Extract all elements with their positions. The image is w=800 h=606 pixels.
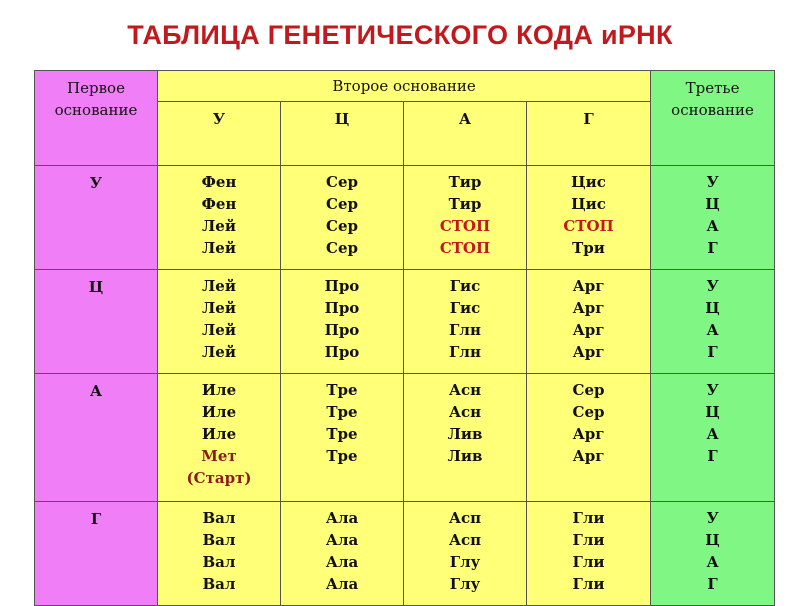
table-row bbox=[35, 374, 775, 502]
amino-acid-label: Вал bbox=[202, 531, 236, 549]
second-base-column-c: Ц bbox=[281, 102, 404, 166]
codon-cell bbox=[404, 270, 527, 374]
codon-cell bbox=[527, 270, 651, 374]
amino-acid-label: Лей bbox=[202, 343, 236, 361]
amino-acid-label: Тре bbox=[326, 403, 358, 421]
codon-cell bbox=[281, 270, 404, 374]
amino-acid-label: Сер bbox=[326, 195, 358, 213]
third-base-header-line: основание bbox=[671, 101, 754, 119]
amino-acid-label: Тир bbox=[448, 173, 482, 191]
third-base-label: Г bbox=[707, 239, 718, 257]
third-base-label: А bbox=[706, 553, 719, 571]
amino-acid-label: Ала bbox=[325, 509, 359, 527]
first-base-cell: Г bbox=[35, 502, 158, 606]
amino-acid-label: Сер bbox=[326, 173, 358, 191]
amino-acid-label: Лив bbox=[447, 447, 483, 465]
amino-acid-label: Иле bbox=[201, 403, 237, 421]
amino-acid-label: Про bbox=[324, 321, 360, 339]
codon-cell bbox=[281, 374, 404, 502]
amino-acid-label: Цис bbox=[571, 195, 606, 213]
third-base-label: А bbox=[706, 425, 719, 443]
codon-cell bbox=[404, 374, 527, 502]
second-base-header: Второе основание bbox=[158, 71, 651, 102]
codon-cell bbox=[158, 502, 281, 606]
genetic-code-table bbox=[34, 70, 775, 606]
third-base-label: А bbox=[706, 321, 719, 339]
codon-cell bbox=[281, 502, 404, 606]
first-base-header bbox=[35, 71, 158, 166]
table-row bbox=[35, 270, 775, 374]
amino-acid-label: Лей bbox=[202, 299, 236, 317]
amino-acid-label: Глу bbox=[449, 575, 481, 593]
amino-acid-label: Асп bbox=[448, 531, 482, 549]
first-base-header-line: Первое bbox=[67, 79, 125, 97]
third-base-label: Ц bbox=[705, 403, 720, 421]
third-base-label: Ц bbox=[705, 299, 720, 317]
third-base-label: А bbox=[706, 217, 719, 235]
amino-acid-label: Тре bbox=[326, 381, 358, 399]
amino-acid-label: Вал bbox=[202, 553, 236, 571]
amino-acid-label: Про bbox=[324, 343, 360, 361]
amino-acid-label: Асп bbox=[448, 509, 482, 527]
third-base-header-line: Третье bbox=[685, 79, 740, 97]
codon-cell bbox=[158, 374, 281, 502]
amino-acid-label: Фен bbox=[201, 195, 237, 213]
amino-acid-label: Про bbox=[324, 299, 360, 317]
amino-acid-label: Тре bbox=[326, 447, 358, 465]
third-base-label: Ц bbox=[705, 531, 720, 549]
amino-acid-label: Лей bbox=[202, 217, 236, 235]
first-base-cell: А bbox=[35, 374, 158, 502]
amino-acid-label: Лив bbox=[447, 425, 483, 443]
amino-acid-label: Арг bbox=[572, 447, 605, 465]
amino-acid-label: Иле bbox=[201, 425, 237, 443]
amino-acid-label: Арг bbox=[572, 277, 605, 295]
codon-cell bbox=[281, 166, 404, 270]
third-base-label: У bbox=[706, 277, 719, 295]
third-base-label: У bbox=[706, 173, 719, 191]
amino-acid-label: Тир bbox=[448, 195, 482, 213]
stop-codon-label: СТОП bbox=[439, 217, 491, 235]
amino-acid-label: Три bbox=[572, 239, 605, 257]
amino-acid-label: Цис bbox=[571, 173, 606, 191]
amino-acid-label: Глн bbox=[449, 343, 481, 361]
third-base-cell bbox=[651, 502, 775, 606]
amino-acid-label: Про bbox=[324, 277, 360, 295]
page-title: ТАБЛИЦА ГЕНЕТИЧЕСКОГО КОДА иРНК bbox=[127, 20, 673, 50]
table-row bbox=[35, 502, 775, 606]
amino-acid-label: Ала bbox=[325, 553, 359, 571]
amino-acid-label: Арг bbox=[572, 425, 605, 443]
amino-acid-label: Фен bbox=[201, 173, 237, 191]
codon-cell bbox=[158, 166, 281, 270]
amino-acid-label: Гис bbox=[449, 277, 481, 295]
stop-codon-label: СТОП bbox=[439, 239, 491, 257]
amino-acid-label: Глу bbox=[449, 553, 481, 571]
amino-acid-label: Лей bbox=[202, 277, 236, 295]
codon-cell bbox=[527, 502, 651, 606]
amino-acid-label: Ала bbox=[325, 531, 359, 549]
amino-acid-label: Лей bbox=[202, 321, 236, 339]
codon-cell bbox=[404, 166, 527, 270]
amino-acid-label: Сер bbox=[572, 403, 605, 421]
third-base-header bbox=[651, 71, 775, 166]
second-base-column-a: А bbox=[404, 102, 527, 166]
amino-acid-label: Сер bbox=[326, 239, 358, 257]
third-base-cell bbox=[651, 166, 775, 270]
amino-acid-label: Иле bbox=[201, 381, 237, 399]
first-base-cell: У bbox=[35, 166, 158, 270]
third-base-label: Г bbox=[707, 447, 718, 465]
third-base-cell bbox=[651, 270, 775, 374]
third-base-label: У bbox=[706, 509, 719, 527]
amino-acid-label: Арг bbox=[572, 299, 605, 317]
third-base-label: У bbox=[706, 381, 719, 399]
amino-acid-label: Гли bbox=[572, 531, 605, 549]
third-base-label: Г bbox=[707, 343, 718, 361]
first-base-header-line: основание bbox=[54, 101, 138, 119]
amino-acid-label: Асн bbox=[448, 381, 482, 399]
amino-acid-label: Гли bbox=[572, 575, 605, 593]
amino-acid-label: Гис bbox=[449, 299, 481, 317]
amino-acid-label: Тре bbox=[326, 425, 358, 443]
third-base-label: Ц bbox=[705, 195, 720, 213]
table-row bbox=[35, 166, 775, 270]
first-base-cell: Ц bbox=[35, 270, 158, 374]
amino-acid-label: Арг bbox=[572, 321, 605, 339]
amino-acid-label: Ала bbox=[325, 575, 359, 593]
start-codon-label: (Старт) bbox=[186, 469, 252, 487]
amino-acid-label: Сер bbox=[326, 217, 358, 235]
amino-acid-label: Глн bbox=[449, 321, 481, 339]
amino-acid-label: Сер bbox=[572, 381, 605, 399]
amino-acid-label: Вал bbox=[202, 575, 236, 593]
start-codon-label: Мет bbox=[201, 447, 237, 465]
third-base-label: Г bbox=[707, 575, 718, 593]
amino-acid-label: Лей bbox=[202, 239, 236, 257]
codon-cell bbox=[527, 374, 651, 502]
second-base-column-g: Г bbox=[527, 102, 651, 166]
amino-acid-label: Асн bbox=[448, 403, 482, 421]
codon-cell bbox=[404, 502, 527, 606]
amino-acid-label: Гли bbox=[572, 509, 605, 527]
second-base-column-u: У bbox=[158, 102, 281, 166]
third-base-cell bbox=[651, 374, 775, 502]
codon-cell bbox=[527, 166, 651, 270]
amino-acid-label: Арг bbox=[572, 343, 605, 361]
codon-cell bbox=[158, 270, 281, 374]
stop-codon-label: СТОП bbox=[563, 217, 614, 235]
amino-acid-label: Вал bbox=[202, 509, 236, 527]
amino-acid-label: Гли bbox=[572, 553, 605, 571]
